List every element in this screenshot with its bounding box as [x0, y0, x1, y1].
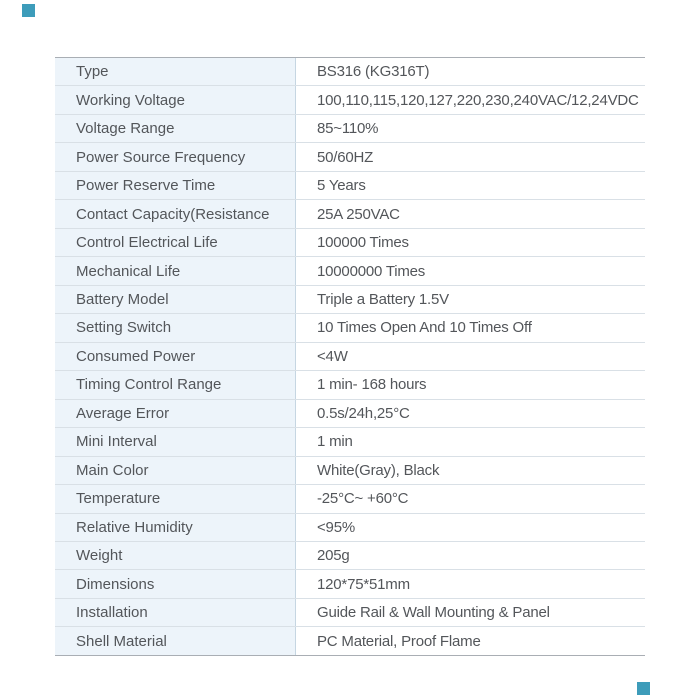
table-row [55, 599, 645, 627]
spec-label: Type [55, 58, 296, 85]
table-row [55, 200, 645, 228]
corner-accent-square-top-left [22, 4, 35, 17]
spec-value: -25°C~ +60°C [317, 490, 409, 508]
table-row [55, 58, 645, 86]
spec-label: Dimensions [55, 570, 296, 597]
spec-label: Contact Capacity(Resistance [55, 200, 296, 227]
spec-label: Main Color [55, 457, 296, 484]
spec-label: Consumed Power [55, 343, 296, 370]
spec-label: Weight [55, 542, 296, 569]
spec-label: Temperature [55, 485, 296, 512]
spec-value: 10 Times Open And 10 Times Off [317, 319, 532, 337]
spec-label: Setting Switch [55, 314, 296, 341]
table-row [55, 286, 645, 314]
spec-label: Mini Interval [55, 428, 296, 455]
table-row [55, 514, 645, 542]
table-row [55, 627, 645, 654]
table-row [55, 314, 645, 342]
spec-value: 25A 250VAC [317, 205, 400, 223]
spec-value: 1 min [317, 433, 353, 451]
table-row [55, 229, 645, 257]
table-row [55, 542, 645, 570]
spec-label: Working Voltage [55, 86, 296, 113]
table-row [55, 115, 645, 143]
spec-value: White(Gray), Black [317, 461, 440, 479]
spec-value: 100,110,115,120,127,220,230,240VAC/12,24VDC [317, 91, 639, 109]
table-row [55, 570, 645, 598]
spec-label: Timing Control Range [55, 371, 296, 398]
spec-label: Relative Humidity [55, 514, 296, 541]
corner-accent-square-bottom-right [637, 682, 650, 695]
spec-value: 120*75*51mm [317, 575, 410, 593]
spec-value: 50/60HZ [317, 148, 374, 166]
table-row [55, 257, 645, 285]
spec-label: Installation [55, 599, 296, 626]
table-row [55, 485, 645, 513]
spec-value: 100000 Times [317, 234, 409, 252]
table-row [55, 172, 645, 200]
spec-value: 5 Years [317, 177, 366, 195]
table-row [55, 86, 645, 114]
table-row [55, 428, 645, 456]
spec-value: 1 min- 168 hours [317, 376, 427, 394]
spec-value: 0.5s/24h,25°C [317, 404, 410, 422]
spec-label: Power Reserve Time [55, 172, 296, 199]
spec-value: 205g [317, 547, 350, 565]
spec-value: <95% [317, 518, 355, 536]
table-row [55, 400, 645, 428]
spec-value: Guide Rail & Wall Mounting & Panel [317, 604, 550, 622]
spec-value: 85~110% [317, 120, 379, 138]
spec-label: Mechanical Life [55, 257, 296, 284]
spec-value: Triple a Battery 1.5V [317, 290, 449, 308]
table-row [55, 143, 645, 171]
spec-label: Average Error [55, 400, 296, 427]
spec-label: Shell Material [55, 627, 296, 654]
spec-table [55, 57, 645, 656]
spec-label: Battery Model [55, 286, 296, 313]
spec-value: <4W [317, 347, 348, 365]
spec-value: BS316 (KG316T) [317, 63, 430, 81]
spec-value: 10000000 Times [317, 262, 426, 280]
spec-value: PC Material, Proof Flame [317, 632, 481, 650]
table-row [55, 343, 645, 371]
table-row [55, 371, 645, 399]
spec-label: Control Electrical Life [55, 229, 296, 256]
spec-label: Power Source Frequency [55, 143, 296, 170]
table-row [55, 457, 645, 485]
spec-label: Voltage Range [55, 115, 296, 142]
